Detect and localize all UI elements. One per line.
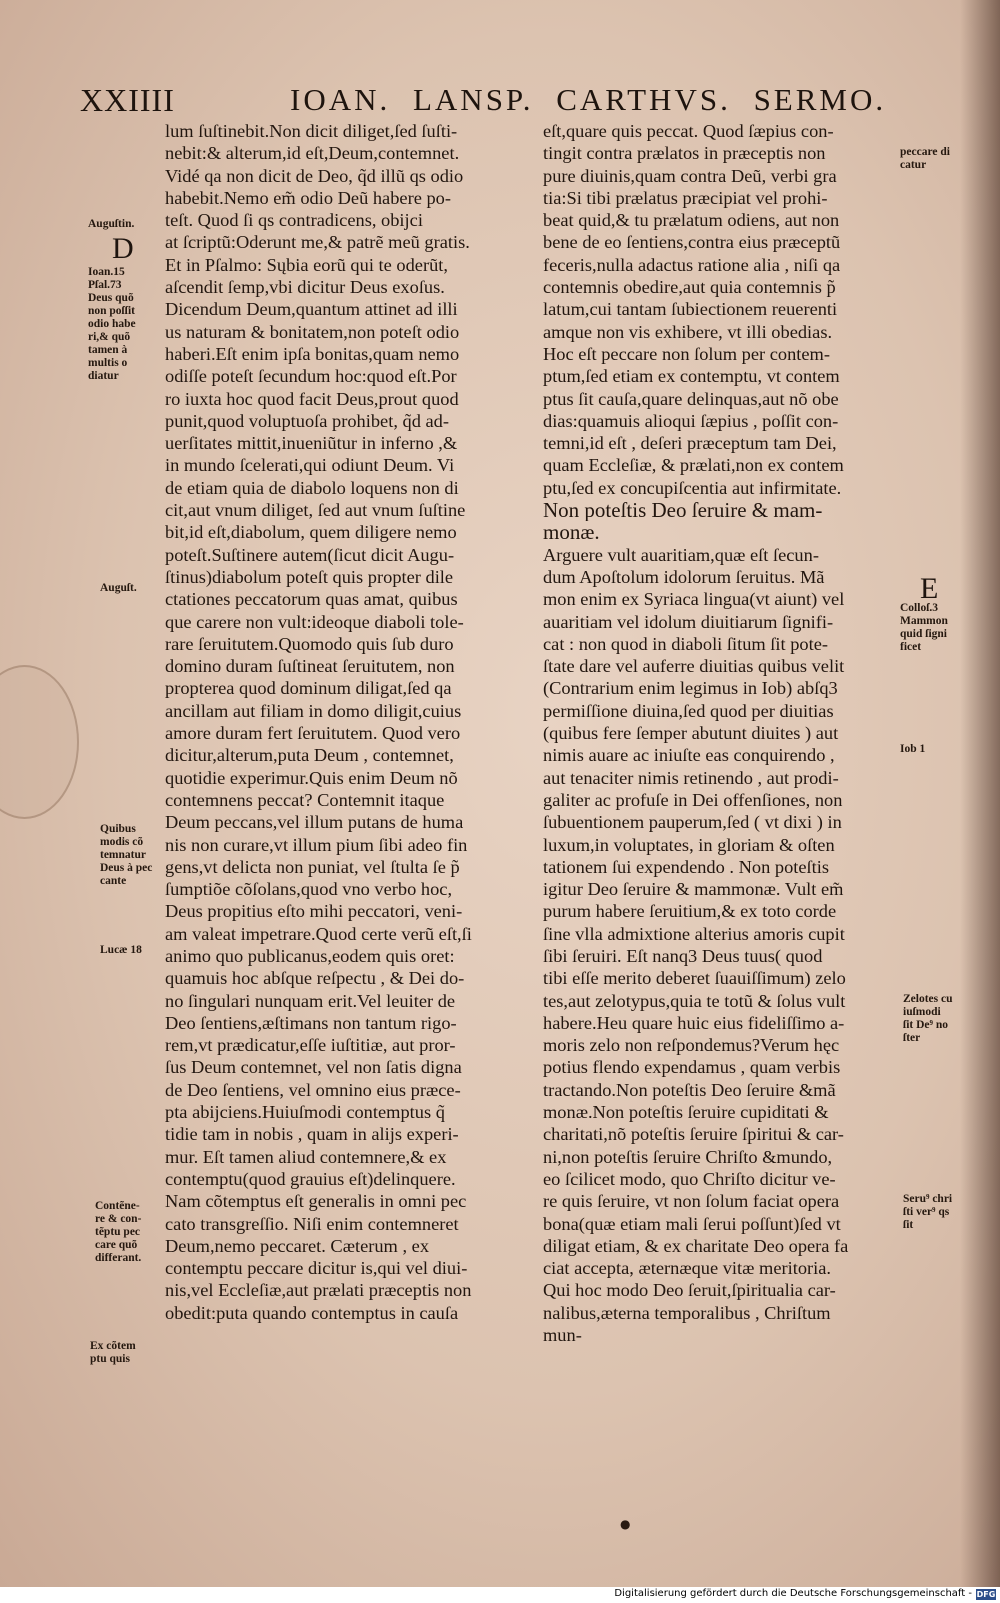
text-line: ro iuxta hoc quod facit Deus,prout quod — [165, 388, 459, 409]
text-line: gens,vt delicta non puniat, vel ſtulta ſe p̃ — [165, 856, 460, 877]
text-line: mon enim ex Syriaca lingua(vt aiunt) vel — [543, 589, 845, 610]
margin-note-ioan-psal — [88, 266, 136, 383]
text-line: uerſitates mittit,inueniũtur in inferno ,& — [165, 433, 458, 454]
margin-note-zelotes — [903, 993, 953, 1045]
text-line: Deo ſentiens,æſtimans non tantum rigo- — [165, 1012, 457, 1033]
margin-note-line: tẽptu pec — [95, 1226, 141, 1238]
text-line: ſubuentionem pauperum,ſed ( vt dixi ) in — [543, 812, 842, 833]
text-line: Deum,nemo peccaret. Cæterum , ex — [165, 1235, 430, 1256]
text-line: Arguere vult auaritiam,quæ eſt ſecun- — [543, 544, 819, 565]
text-line: nalibus,æterna temporalibus , Chriſtum — [543, 1302, 831, 1323]
text-line: nebit:& alterum,id eſt,Deum,contemnet. — [165, 143, 460, 164]
margin-note-contemnere — [95, 1200, 141, 1265]
margin-note-line: Deus quõ — [88, 292, 134, 304]
text-line: contemptu peccare dicitur is,qui vel diui- — [165, 1258, 468, 1279]
text-line: rare ſeruitutem.Quomodo quis ſub duro — [165, 633, 454, 654]
text-line: monæ.Non poteſtis ſeruire cupiditati & — [543, 1102, 829, 1123]
digitization-footer — [0, 1587, 1000, 1603]
text-line: tes,aut zelotypus,quia te totũ & ſolus vult — [543, 990, 846, 1011]
text-line: mun- — [543, 1325, 582, 1346]
text-line: luxum,in voluptates, in gloriam & oſten — [543, 834, 835, 855]
text-line: que carere non vult:ideoque diaboli tole- — [165, 611, 464, 632]
page-header — [80, 82, 940, 122]
margin-note-line: catur — [900, 159, 927, 171]
text-line: Hoc eſt peccare non ſolum per contem- — [543, 343, 830, 364]
text-line: cit,aut vnum diliget, ſed aut vnum ſuſtine — [165, 500, 466, 521]
margin-note-line: modis cõ — [100, 836, 144, 848]
page-ornament-dot: ● — [620, 1517, 631, 1531]
text-line: punit,quod voluptuoſa prohibet, q̃d ad- — [165, 410, 449, 431]
text-line: habebit.Nemo em̃ odio Deũ habere po- — [165, 187, 451, 208]
text-line: odiſſe poteſt ſecundum hoc:quod eſt.Por — [165, 366, 457, 387]
margin-note-line: cante — [100, 875, 127, 887]
margin-note-line: ri,& quõ — [88, 331, 131, 343]
text-line: dum Apoſtolum idolorum ſeruitus. Mã — [543, 566, 825, 587]
text-line: propterea quod dominum diligat,ſed qa — [165, 678, 452, 699]
text-line: re quis ſeruire, vt non ſolum faciat opera — [543, 1191, 840, 1212]
text-line: ptus ſit cauſa,quare delinquas,aut nõ obe — [543, 388, 839, 409]
text-line: Qui hoc modo Deo ſeruit,ſpiritualia car- — [543, 1280, 836, 1301]
margin-note-line: non poſſit — [88, 305, 135, 317]
right-text-column — [543, 120, 903, 1346]
left-text-column — [165, 120, 525, 1324]
margin-note-iob — [900, 743, 925, 756]
text-line: haberi.Eſt enim ipſa bonitas,quam nemo — [165, 343, 460, 364]
text-line: eo ſcilicet modo, quo Chriſto dicitur ve- — [543, 1168, 836, 1189]
text-line: dias:quamuis alioqui ſæpius , poſſit con- — [543, 410, 839, 431]
text-line: Dicendum Deum,quantum attinet ad illi — [165, 299, 458, 320]
text-line: ſtinus)diabolum poteſt quis propter dile — [165, 566, 454, 587]
text-line: tractando.Non poteſtis Deo ſeruire &mã — [543, 1079, 836, 1100]
margin-note-line: multis o — [88, 357, 128, 369]
text-line: ctationes peccatorum quas amat, quibus — [165, 589, 458, 610]
margin-note-line: Deus à pec — [100, 862, 153, 874]
margin-note-line: Zelotes cu — [903, 993, 953, 1005]
text-line: am valeat impetrare.Quod certe verũ eſt,ſi — [165, 923, 472, 944]
text-line: amore duram fert ſeruitutem. Quod vero — [165, 723, 461, 744]
footer-credit: Digitalisierung gefördert durch die Deutsche Forschungsgemeinschaft - — [614, 1588, 972, 1599]
margin-note-line: Mammon — [900, 615, 948, 627]
margin-note-line: ſti ver⁹ qs — [903, 1206, 950, 1218]
text-line: quotidie experimur.Quis enim Deum nõ — [165, 767, 458, 788]
text-line: moris zelo non reſpondemus?Verum hęc — [543, 1035, 840, 1056]
margin-note-line: ficet — [900, 641, 922, 653]
margin-note-august — [100, 582, 137, 595]
text-line: dicitur,alterum,puta Deum , contemnet, — [165, 745, 454, 766]
text-line: tia:Si tibi prælatus præcipiat vel prohi- — [543, 187, 828, 208]
margin-note-seru — [903, 1193, 952, 1232]
text-line: ni,non poteſtis ſeruire Chriſto &mundo, — [543, 1146, 833, 1167]
margin-note-line: Lucæ 18 — [100, 944, 142, 956]
margin-note-line: Ex cõtem — [90, 1340, 136, 1352]
text-line: pure diuinis,quam contra Deũ, verbi gra — [543, 165, 837, 186]
text-line: amque non vis exhibere, vt illi obedias. — [543, 321, 833, 342]
text-line: Deum peccans,vel illum putans de huma — [165, 812, 464, 833]
text-line: Et in Pſalmo: Sųbia eorũ qui te oderũt, — [165, 254, 448, 275]
margin-note-peccare — [900, 146, 950, 172]
section-initial-e: E — [920, 572, 939, 605]
margin-note-line: differant. — [95, 1252, 142, 1264]
margin-note-line: tamen à — [88, 344, 128, 356]
text-line: Nam cõtemptus eſt generalis in omni pec — [165, 1191, 467, 1212]
margin-note-augustin — [88, 218, 134, 231]
text-line: eſt,quare quis peccat. Quod ſæpius con- — [543, 121, 834, 141]
text-line: aſcendit ſemp,vbi dicitur Deus exoſus. — [165, 277, 445, 298]
margin-note-line: ptu quis — [90, 1353, 130, 1365]
text-line: auaritiam vel idolum diuitiarum ſignifi- — [543, 611, 834, 632]
text-line: de etiam quia de diabolo loquens non di — [165, 477, 459, 498]
text-line: ſine vlla admixtione alterius amoris cupit — [543, 923, 845, 944]
margin-note-line: diatur — [88, 370, 119, 382]
text-line: tingit contra prælatos in præceptis non — [543, 143, 826, 164]
text-line: poteſt.Suſtinere autem(ſicut dicit Augu- — [165, 544, 455, 565]
text-line: cato transgreſſio. Niſi enim contemneret — [165, 1213, 459, 1234]
text-line: quam Eccleſiæ, & prælati,non ex contem — [543, 455, 844, 476]
margin-note-line: Auguſtin. — [88, 218, 135, 230]
text-line: ſtate dare vel auferre diuitias quibus velit — [543, 656, 845, 677]
margin-note-line: temnatur — [100, 849, 146, 861]
text-line: pta abijciens.Huiuſmodi contemptus q̃ — [165, 1102, 445, 1123]
text-line: Vidé qa non dicit de Deo, q̃d illũ qs odio — [165, 165, 464, 186]
text-line: ptum,ſed etiam ex contemptu, vt contem — [543, 366, 840, 387]
text-line: nis,vel Eccleſiæ,aut prælati præceptis non — [165, 1280, 472, 1301]
page-edge-shadow — [960, 0, 1000, 1587]
text-line: Non poteſtis Deo ſeruire & mam- — [543, 499, 823, 522]
text-line: ſus Deum contemnet, vel non ſatis digna — [165, 1057, 462, 1078]
text-line: ancillam aut filiam in domo diligit,cuius — [165, 700, 462, 721]
text-line: contemnis obedire,aut quia contemnis p̃ — [543, 277, 836, 298]
text-line: potius flendo expendamus , quam verbis — [543, 1057, 841, 1078]
dfg-logo-icon: DFG — [976, 1590, 996, 1599]
text-line: galiter ac profuſe in Dei offenſiones, non — [543, 789, 843, 810]
text-line: obedit:puta quando contemptus in cauſa — [165, 1302, 459, 1323]
text-line: in mundo ſcelerati,qui odiunt Deum. Vi — [165, 455, 455, 476]
text-line: teſt. Quod ſi qs contradicens, obijci — [165, 210, 423, 231]
text-line: temni,id eſt , deſeri præceptum tam Dei, — [543, 433, 837, 454]
text-line: bene de eo ſentiens,contra eius præceptũ — [543, 232, 841, 253]
margin-note-line: re & con- — [95, 1213, 142, 1225]
text-line: monæ. — [543, 521, 600, 544]
margin-note-colloss — [900, 602, 948, 654]
text-line: beat quid,& tu prælatum odiens, aut non — [543, 210, 840, 231]
margin-note-line: Auguſt. — [100, 582, 137, 594]
text-line: nis non curare,vt illum pium ſibi adeo fin — [165, 834, 468, 855]
text-line: animo quo publicanus,eodem quis oret: — [165, 945, 455, 966]
text-line: mur. Eſt tamen aliud contemnere,& ex — [165, 1146, 447, 1167]
text-line: (Contrarium enim legimus in Iob) abſq3 — [543, 678, 838, 699]
margin-note-line: Quibus — [100, 823, 136, 835]
margin-note-line: Pſal.73 — [88, 279, 122, 291]
text-line: cat : non quod in diaboli ſitum ſit pote- — [543, 633, 829, 654]
text-line: contemnens peccat? Contemnit itaque — [165, 789, 445, 810]
text-line: igitur Deo ſeruire & mammonæ. Vult em̃ — [543, 879, 844, 900]
text-line: Deus propitius eſto mihi peccatori, veni- — [165, 901, 463, 922]
text-line: contemptu(quod grauius eſt)delinquere. — [165, 1168, 456, 1189]
text-line: bona(quæ etiam mali ſerui poſſunt)ſed vt — [543, 1213, 841, 1234]
text-line: domino duram ſuſtineat ſeruitutem, non — [165, 656, 455, 677]
margin-note-line: Contẽne- — [95, 1200, 140, 1212]
text-line: latum,cui tantam ſubiectionem reuerenti — [543, 299, 838, 320]
margin-note-line: ſter — [903, 1032, 921, 1044]
text-line: us naturam & bonitatem,non poteſt odio — [165, 321, 460, 342]
folio-number: XXIIII — [80, 82, 175, 118]
margin-note-line: ſit De⁹ no — [903, 1019, 948, 1031]
margin-note-line: quid ſigni — [900, 628, 947, 640]
margin-note-line: ſit — [903, 1219, 914, 1231]
text-line: tidie tam in nobis , quam in alijs experi- — [165, 1124, 459, 1145]
section-initial-d: D — [112, 232, 134, 265]
text-line: (quibus fere ſemper abutunt diuites ) aut — [543, 723, 839, 744]
margin-note-line: odio habe — [88, 318, 136, 330]
margin-note-lucae — [100, 944, 142, 957]
running-title: IOAN. LANSP. CARTHVS. SERMO. — [290, 82, 887, 117]
text-line: ptu,ſed ex concupiſcentia aut infirmitate. — [543, 477, 842, 498]
text-line: tationem ſui expendendo . Non poteſtis — [543, 856, 830, 877]
text-line: no ſingulari nunquam erit.Vel leuiter de — [165, 990, 456, 1011]
margin-note-line: iuſmodi — [903, 1006, 941, 1018]
text-line: habere.Heu quare huic eius fideliſſimo a- — [543, 1012, 845, 1033]
margin-note-quibus-modis — [100, 823, 152, 888]
margin-note-line: Colloſ.3 — [900, 602, 939, 614]
thumb-tab-shadow — [0, 665, 79, 819]
margin-note-ex-contemptu — [90, 1340, 136, 1366]
text-line: purum habere ſeruitium,& ex toto corde — [543, 901, 837, 922]
text-line: permiſſione diuina,ſed quod per diuitias — [543, 700, 834, 721]
margin-note-line: Ioan.15 — [88, 266, 125, 278]
margin-note-line: Iob 1 — [900, 743, 926, 755]
margin-note-line: peccare di — [900, 146, 950, 158]
text-line: tibi eſſe merito deberet ſuauiſſimum) zelo — [543, 968, 846, 989]
text-line: ſumptiõe cõſolans,quod vno verbo hoc, — [165, 879, 453, 900]
text-line: rem,vt prædicatur,eſſe iuſtitiæ, aut pror- — [165, 1035, 456, 1056]
text-line: charitati,nõ poteſtis ſeruire ſpiritui & car- — [543, 1124, 844, 1145]
text-line: quamuis hoc abſque reſpectu , & Dei do- — [165, 968, 465, 989]
margin-note-line: Seru⁹ chri — [903, 1193, 953, 1205]
text-line: nimis auare ac iniuſte eas conquirendo , — [543, 745, 835, 766]
text-line: aut tenaciter nimis retinendo , aut prodi- — [543, 767, 839, 788]
margin-note-line: care quõ — [95, 1239, 138, 1251]
text-line: ſibi ſeruiri. Eſt nanq3 Deus tuus( quod — [543, 945, 823, 966]
text-line: de Deo ſentiens, vel omnino eius præce- — [165, 1079, 461, 1100]
text-line: lum ſuſtinebit.Non dicit diliget,ſed ſuſti- — [165, 121, 458, 141]
text-line: ciat accepta, æternæque vitæ meritoria. — [543, 1258, 832, 1279]
text-line: feceris,nulla adactus ratione alia , niſi qa — [543, 254, 841, 275]
text-line: at ſcriptũ:Oderunt me,& patrẽ meũ gratis. — [165, 232, 470, 253]
text-line: diligat etiam, & ex charitate Deo opera fa — [543, 1235, 849, 1256]
text-line: bit,id eſt,diabolum, quem diligere nemo — [165, 522, 457, 543]
